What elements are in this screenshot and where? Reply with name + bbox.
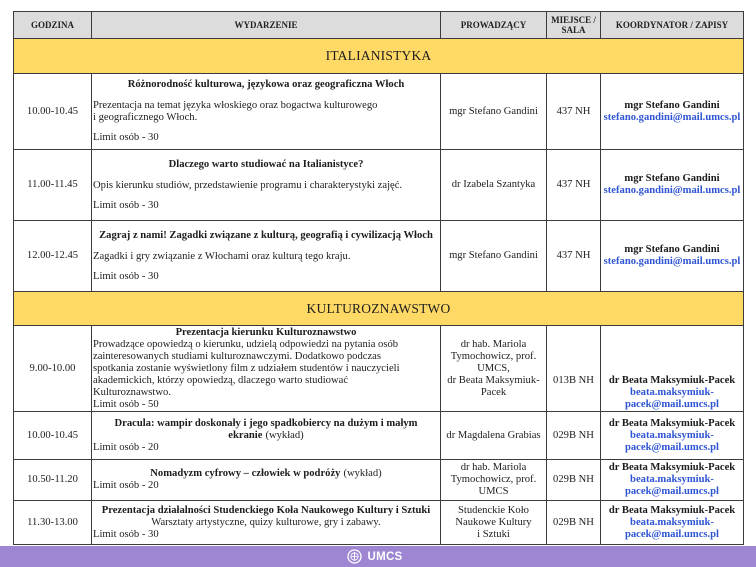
coordinator-name: dr Beata Maksymiuk-Pacek (608, 462, 736, 473)
event-title-part: ekranie (228, 429, 263, 441)
host-line: dr hab. Mariola (460, 462, 527, 473)
email-line: stefano.gandini@mail.umcs.pl (603, 185, 741, 196)
event-description-line: Prowadzące opowiedzą o kierunku, udzielą odpowiedzi na pytania osób (93, 338, 399, 350)
email-line: pacek@mail.umcs.pl (624, 441, 720, 453)
event-limit: Limit osób - 20 (93, 480, 159, 491)
email-line: pacek@mail.umcs.pl (624, 528, 720, 540)
event-title: Dlaczego warto studiować na Italianistyce? (168, 158, 364, 170)
event-title-line (93, 430, 439, 442)
row-time: 9.00-10.00 (14, 326, 91, 411)
schedule-table (13, 11, 744, 545)
coordinator-name: mgr Stefano Gandini (624, 244, 720, 255)
coordinator-email-link[interactable] (625, 430, 719, 454)
header-time: GODZINA (14, 12, 91, 38)
event-limit: Limit osób - 30 (93, 528, 159, 540)
header-room (547, 12, 600, 38)
event-title: Różnorodność kulturowa, językowa oraz geograficzna Włoch (127, 79, 405, 90)
row-host (441, 412, 546, 459)
coordinator-name: dr Beata Maksymiuk-Pacek (608, 375, 736, 386)
header-room-line: SALA (561, 25, 586, 35)
row-host (441, 460, 546, 500)
row-time: 10.00-10.45 (14, 74, 91, 149)
event-title-part: Nomadyzm cyfrowy – człowiek w podróży (150, 468, 341, 479)
row-coordinator (601, 326, 743, 411)
row-host (441, 221, 546, 291)
row-event (92, 412, 440, 459)
host-line: dr Izabela Szantyka (451, 179, 536, 190)
footer-bar (0, 546, 756, 567)
row-coordinator (601, 501, 743, 544)
row-host (441, 150, 546, 220)
row-time: 10.50-11.20 (14, 460, 91, 500)
coordinator-name: mgr Stefano Gandini (624, 173, 720, 184)
event-description (93, 180, 439, 192)
coordinator-email-link[interactable] (604, 185, 741, 197)
header-room-line: MIEJSCE / (551, 15, 596, 25)
event-limit: Limit osób - 50 (93, 398, 159, 410)
coordinator-name: dr Beata Maksymiuk-Pacek (608, 417, 736, 429)
event-description (93, 517, 439, 529)
host-line: Tymochowicz, prof. (450, 350, 537, 362)
email-line: pacek@mail.umcs.pl (624, 399, 720, 410)
coordinator-email-link[interactable] (625, 517, 719, 541)
event-description-line: Opis kierunku studiów, przedstawienie programu i charakterystyki zajęć. (93, 179, 403, 191)
event-title: Prezentacja kierunku Kulturoznawstwo (175, 326, 357, 338)
coordinator-email-link[interactable] (625, 387, 719, 411)
header-coordinator: KOORDYNATOR / ZAPISY (601, 12, 743, 38)
host-line: i Sztuki (477, 528, 510, 540)
coordinator-name: mgr Stefano Gandini (624, 99, 720, 111)
event-limit: Limit osób - 30 (93, 270, 159, 282)
email-line: pacek@mail.umcs.pl (624, 486, 720, 497)
event-description (93, 339, 439, 399)
event-limit: Limit osób - 20 (93, 441, 159, 453)
host-line: UMCS (478, 486, 509, 497)
row-room: 029B NH (547, 460, 600, 500)
row-event (92, 460, 440, 500)
row-host (441, 326, 546, 411)
row-time: 12.00-12.45 (14, 221, 91, 291)
header-host: PROWADZĄCY (441, 12, 546, 38)
row-room: 437 NH (547, 221, 600, 291)
event-type-note: (wykład) (343, 468, 382, 479)
host-line: dr Beata Maksymiuk- (447, 374, 540, 386)
section-title-kulturoznawstwo: KULTUROZNAWSTWO (14, 292, 743, 325)
row-coordinator (601, 150, 743, 220)
event-description-line: Kulturoznawstwo. (93, 386, 171, 398)
event-description-line: zainteresowanych studiami kulturoznawczymi. Dodatkowo podczas (93, 350, 382, 362)
event-description (93, 251, 439, 263)
event-title-line (93, 468, 439, 480)
coordinator-email-link[interactable] (625, 474, 719, 498)
host-line: UMCS, (477, 362, 510, 374)
host-line: mgr Stefano Gandini (449, 250, 538, 261)
email-line: beata.maksymiuk- (630, 474, 714, 485)
row-time: 11.00-11.45 (14, 150, 91, 220)
event-type-note: (wykład) (265, 429, 304, 441)
umcs-emblem-icon (347, 549, 362, 564)
event-limit: Limit osób - 30 (93, 199, 159, 211)
event-description-line: akademickich, którzy opowiedzą, dlaczego warto studiować (93, 374, 349, 386)
email-line: beata.maksymiuk- (630, 387, 714, 398)
row-host (441, 501, 546, 544)
host-line: Naukowe Kultury (455, 516, 532, 528)
row-host (441, 74, 546, 149)
event-description-line: spotkania zostanie wyświetlony film z udziałem studentów i nauczycieli (93, 362, 400, 374)
email-line: beata.maksymiuk- (630, 429, 714, 441)
event-description-line: Warsztaty artystyczne, quizy kulturowe, gry i zabawy. (151, 516, 381, 528)
row-coordinator (601, 74, 743, 149)
host-line: dr Magdalena Grabias (446, 429, 541, 441)
email-line: stefano.gandini@mail.umcs.pl (603, 256, 741, 267)
row-room: 437 NH (547, 150, 600, 220)
event-title: Zagraj z nami! Zagadki związane z kulturą, geografią i cywilizacją Włoch (99, 229, 433, 241)
host-line: Tymochowicz, prof. (450, 474, 537, 485)
row-event (92, 150, 440, 220)
row-time: 10.00-10.45 (14, 412, 91, 459)
row-event (92, 501, 440, 544)
section-title-italianistyka: ITALIANISTYKA (14, 39, 743, 73)
umcs-logo-text: UMCS (367, 550, 403, 563)
coordinator-name: dr Beata Maksymiuk-Pacek (608, 504, 736, 516)
row-event (92, 221, 440, 291)
row-room: 013B NH (547, 326, 600, 411)
email-line: stefano.gandini@mail.umcs.pl (603, 111, 741, 123)
event-description-line: i geograficznego Włoch. (93, 112, 198, 123)
row-event (92, 326, 440, 411)
host-line: mgr Stefano Gandini (449, 105, 538, 117)
host-line: dr hab. Mariola (460, 338, 527, 350)
coordinator-email-link[interactable] (604, 112, 741, 124)
host-line: Studenckie Koło (458, 504, 529, 516)
row-event (92, 74, 440, 149)
coordinator-email-link[interactable] (604, 256, 741, 268)
event-title-line: Dracula: wampir doskonały i jego spadkobiercy na dużym i małym (114, 417, 418, 429)
email-line: beata.maksymiuk- (630, 516, 714, 528)
host-line: Pacek (480, 386, 507, 398)
event-description-line: Zagadki i gry związanie z Włochami oraz kulturą tego kraju. (93, 250, 351, 262)
event-title: Prezentacja działalności Studenckiego Koła Naukowego Kultury i Sztuki (101, 504, 431, 516)
row-time: 11.30-13.00 (14, 501, 91, 544)
row-room: 437 NH (547, 74, 600, 149)
row-room: 029B NH (547, 501, 600, 544)
row-coordinator (601, 412, 743, 459)
event-description (93, 100, 439, 124)
event-description-line: Prezentacja na temat języka włoskiego oraz bogactwa kulturowego (93, 100, 378, 111)
row-coordinator (601, 460, 743, 500)
header-event: WYDARZENIE (92, 12, 440, 38)
row-coordinator (601, 221, 743, 291)
event-limit: Limit osób - 30 (93, 132, 159, 143)
row-room: 029B NH (547, 412, 600, 459)
